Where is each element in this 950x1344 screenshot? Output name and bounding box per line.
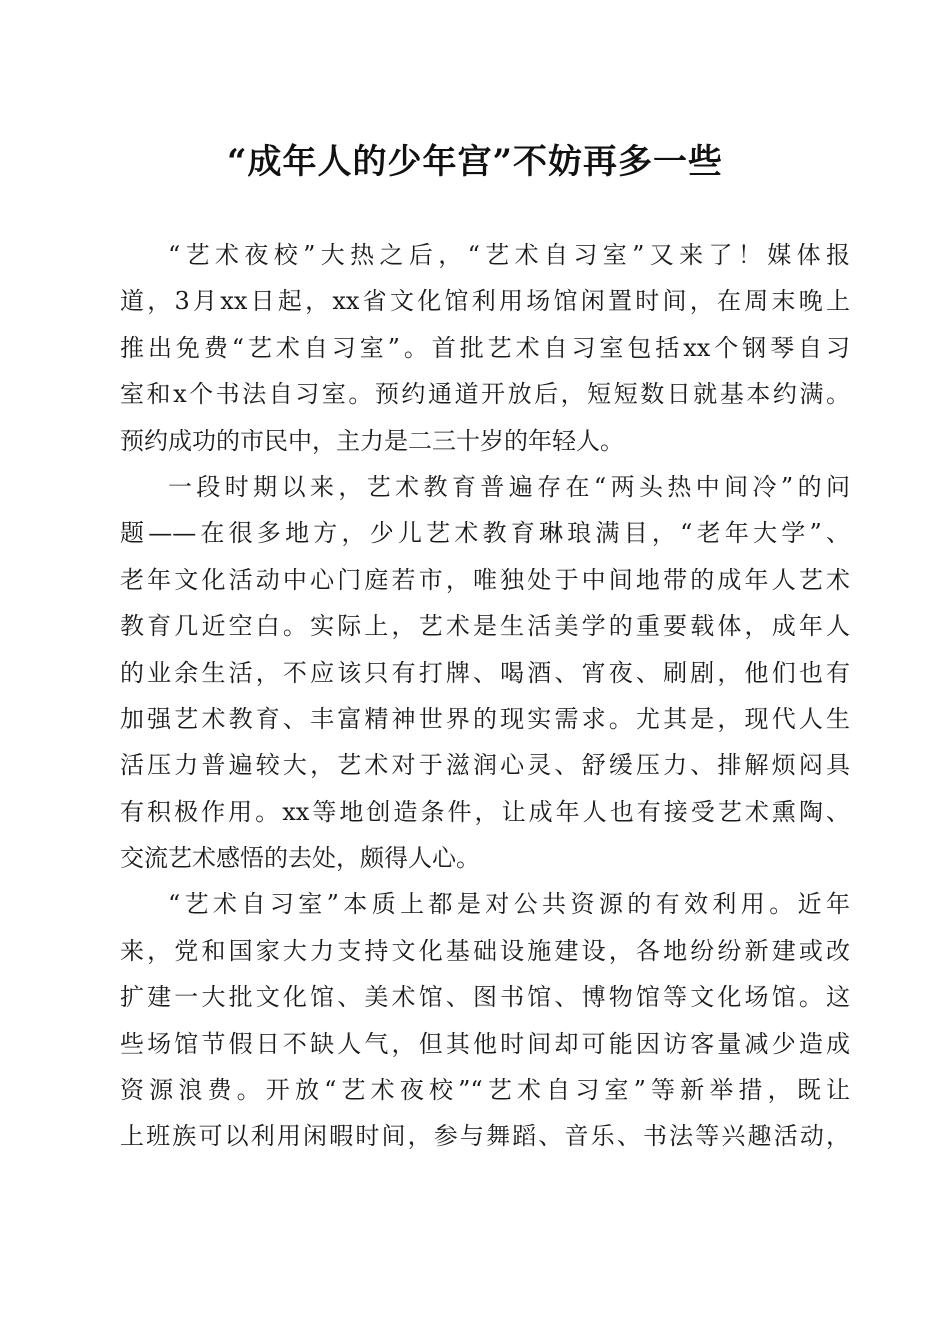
text-line: 有积极作用。xx等地创造条件，让成年人也有接受艺术熏陶、: [120, 797, 850, 826]
text-line: 题——在很多地方，少儿艺术教育琳琅满目，“老年大学”、: [120, 519, 850, 548]
text-line: 来，党和国家大力支持文化基础设施建设，各地纷纷新建或改: [120, 936, 850, 965]
text-line: 些场馆节假日不缺人气，但其他时间却可能因访客量减少造成: [120, 1029, 850, 1058]
text-line: 加强艺术教育、丰富精神世界的现实需求。尤其是，现代人生: [120, 704, 850, 733]
text-line: 上班族可以利用闲暇时间，参与舞蹈、音乐、书法等兴趣活动，: [120, 1122, 850, 1151]
document-body: [120, 232, 850, 1160]
text-line: 资源浪费。开放“艺术夜校”“艺术自习室”等新举措，既让: [120, 1076, 850, 1105]
text-line: 老年文化活动中心门庭若市，唯独处于中间地带的成年人艺术: [120, 565, 850, 594]
text-line: “艺术自习室”本质上都是对公共资源的有效利用。近年: [168, 890, 850, 919]
text-line: 一段时期以来，艺术教育普遍存在“两头热中间冷”的问: [168, 472, 850, 501]
text-line: 教育几近空白。实际上，艺术是生活美学的重要载体，成年人: [120, 612, 850, 641]
document-title: “成年人的少年宫”不妨再多一些: [226, 142, 724, 182]
text-line: 道，3月xx日起，xx省文化馆利用场馆闲置时间，在周末晚上: [120, 287, 850, 316]
text-line: 扩建一大批文化馆、美术馆、图书馆、博物馆等文化场馆。这: [120, 983, 850, 1012]
text-line: 推出免费“艺术自习室”。首批艺术自习室包括xx个钢琴自习: [120, 333, 850, 362]
text-line: 的业余生活，不应该只有打牌、喝酒、宵夜、刷剧，他们也有: [120, 658, 850, 687]
text-line: 活压力普遍较大，艺术对于滋润心灵、舒缓压力、排解烦闷具: [120, 751, 850, 780]
text-line: 预约成功的市民中，主力是二三十岁的年轻人。: [120, 426, 624, 455]
text-line: 室和x个书法自习室。预约通道开放后，短短数日就基本约满。: [120, 380, 850, 409]
text-line: “艺术夜校”大热之后，“艺术自习室”又来了！媒体报: [168, 241, 850, 269]
text-line: 交流艺术感悟的去处，颇得人心。: [120, 844, 480, 873]
